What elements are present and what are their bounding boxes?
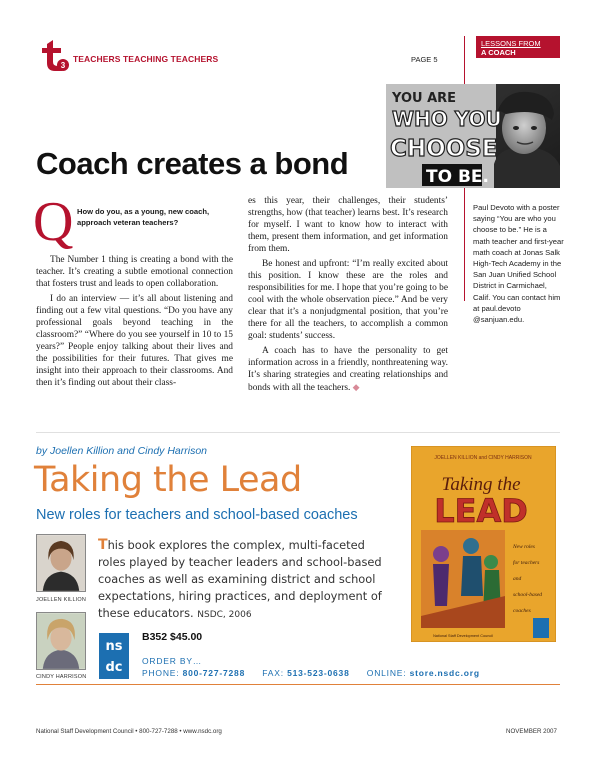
section-tab [476,36,560,58]
answer-paragraph: The Number 1 thing is creating a bond with the teacher. It’s creating a subtle emotional connection that fosters trust and leads to open collaboration. [36,255,233,289]
poster-line4: TO BE. [426,167,489,187]
description-text: his book explores the complex, multi-faceted roles played by teacher leaders and school-based coaches as well as examining district and school expectations, hiring practices, and deployment of these educators. [98,538,382,620]
author-photo-killion [36,534,86,592]
author-name-harrison: CINDY HARRISON [36,674,87,680]
final-paragraph-text: A coach has to have the personality to get information across in a friendly, nonthreatening way. It’s sharing strategies and creating relationships and bonds with all the teachers. [248,346,448,393]
interview-question: How do you, as a young, new coach, approach veteran teachers? [77,207,210,227]
phone-label: PHONE: [142,668,180,678]
cover-sub-line5: coaches [513,608,531,614]
fax-label: FAX: [262,668,284,678]
answer-paragraph: I do an interview — it’s all about listening and finding out a few vital questions. “Do you have any professional goals beyond teaching in the classroom?” “Where do you see yourself in 10 to 15 years?” People enjoy talking about their lives and the possibilities for their futures. That gives me insight into their approach to their classrooms. And then it’s finding out about their class- [36,294,233,388]
teachers-teaching-teachers-logo [37,38,71,72]
store-link[interactable]: store.nsdc.org [409,668,480,678]
book-cover[interactable] [411,446,556,642]
cover-sub-line2: for teachers [513,560,540,566]
book-description [98,537,394,624]
answer-paragraph: Be honest and upfront: “I’m really excited about this position. I know these are the roles and responsibilities for me. I hope that you’re going to be cool with the whole observation piece.” And be very clear that it’s a nonjudgmental position, that you’re there for all the teachers, to accomplish a common goal: students’ success. [248,259,448,341]
cover-authors: JOELLEN KILLION and CINDY HARRISON [434,455,532,461]
book-title: Taking the Lead [34,460,302,500]
cover-sub-line3: and [513,576,522,582]
cover-sub-line1: New roles [513,544,535,550]
fax-number: 513-523-0638 [287,668,350,678]
cover-title-main: LEAD [434,492,528,530]
poster-line1: YOU ARE [392,91,457,106]
author-photo-harrison [36,612,86,670]
ad-bottom-rule [36,684,560,685]
poster-line2: WHO YOU [392,107,502,131]
article-column-1 [36,254,233,392]
question-drop-letter: Q [33,191,74,253]
series-name: TEACHERS TEACHING TEACHERS [73,54,219,64]
publisher-note: NSDC, 2006 [197,610,252,620]
ad-divider [36,432,560,433]
description-drop-letter: T [98,537,108,553]
answer-paragraph: es this year, their challenges, their students’ strengths, how (that teacher) learns best. It’s research for myself. I want to know how to interact with them, present them information, and get information from them. [248,196,448,254]
book-price: B352 $45.00 [142,631,203,643]
cover-title-top: Taking the [441,474,521,495]
svg-text:ns: ns [105,639,123,654]
book-byline: by Joellen Killion and Cindy Harrison [36,445,208,457]
cover-publisher: National Staff Development Council [433,634,493,638]
poster-line3: CHOOSE [390,136,498,162]
article-headline: Coach creates a bond [36,146,349,181]
photo-caption: Paul Devoto with a poster saying “You are who you choose to be.” He is a math teacher and first-year math coach at Jonas Salk High-Tech Academy in the San Juan Unified School District in Carmichael, Calif. You can contact him at paul.devoto @sanjuan.edu. [473,203,564,325]
section-tab-line1: LESSONS FROM [481,39,541,48]
end-mark-icon: ◆ [352,382,360,392]
article-column-2 [248,195,448,397]
footer-publisher: National Staff Development Council • 800-727-7288 • www.nsdc.org [36,728,222,735]
phone-number[interactable]: 800-727-7288 [182,668,246,678]
section-tab-line2: A COACH [481,48,516,57]
online-label: ONLINE: [366,668,407,678]
author-name-killion: JOELLEN KILLION [36,597,87,603]
order-contacts [142,668,480,678]
logo-number: 3 [60,61,66,70]
order-by-label: ORDER BY… [142,656,203,666]
cover-sub-line4: school-based [513,592,543,598]
page-number: PAGE 5 [411,55,438,64]
answer-paragraph [248,345,448,394]
nsdc-logo [99,633,129,679]
book-subtitle: New roles for teachers and school-based coaches [36,507,358,523]
svg-text:dc: dc [105,660,123,675]
coach-photo [386,84,560,188]
footer-date: NOVEMBER 2007 [506,728,557,735]
